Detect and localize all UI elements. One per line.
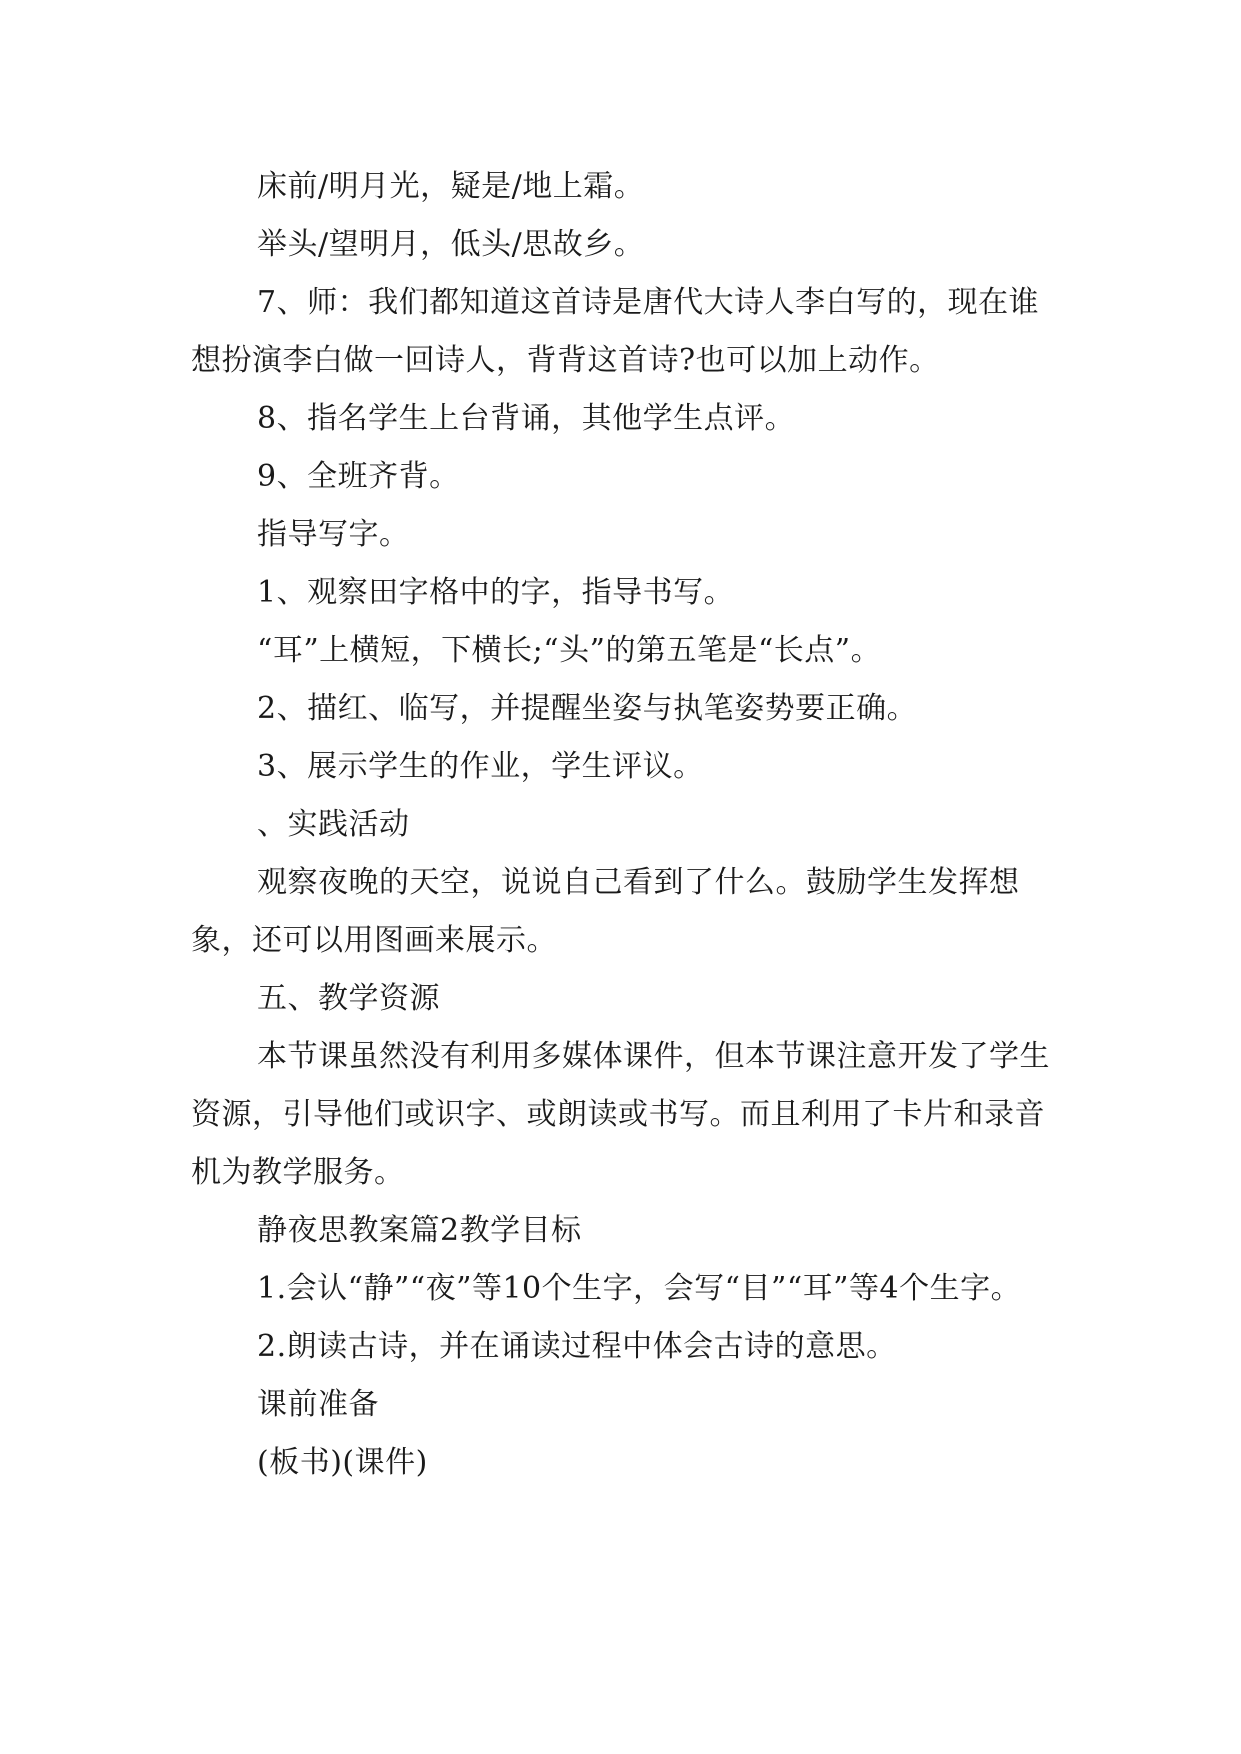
paragraph-preparation-items: (板书)(课件) — [257, 1445, 428, 1480]
paragraph-resources-body: 本节课虽然没有利用多媒体课件，但本节课注意开发了学生资源，引导他们或识字、或朗读或书写。而且利用了卡片和录音机为教学服务。 — [191, 1039, 1050, 1190]
paragraph-lesson-2-heading: 静夜思教案篇2教学目标 — [257, 1213, 582, 1248]
paragraph-practice-heading: 、实践活动 — [257, 807, 410, 842]
document-body — [191, 158, 1053, 1492]
paragraph-writing-guidance-heading: 指导写字。 — [257, 517, 410, 552]
paragraph-writing-step-1: 1、观察田字格中的字，指导书写。 — [257, 575, 735, 610]
paragraph-preparation-heading: 课前准备 — [257, 1387, 379, 1422]
paragraph-practice-body: 观察夜晚的天空，说说自己看到了什么。鼓励学生发挥想象，还可以用图画来展示。 — [191, 865, 1020, 958]
paragraph-stroke-note: “耳”上横短，下横长;“头”的第五笔是“长点”。 — [257, 633, 882, 668]
paragraph-step-9: 9、全班齐背。 — [257, 459, 460, 494]
paragraph-goal-1: 1.会认“静”“夜”等10个生字，会写“目”“耳”等4个生字。 — [257, 1271, 1022, 1306]
paragraph-poem-line-1: 床前/明月光，疑是/地上霜。 — [257, 169, 645, 204]
paragraph-writing-step-3: 3、展示学生的作业，学生评议。 — [257, 749, 704, 784]
paragraph-step-8: 8、指名学生上台背诵，其他学生点评。 — [257, 401, 796, 436]
paragraph-goal-2: 2.朗读古诗，并在诵读过程中体会古诗的意思。 — [257, 1329, 897, 1364]
paragraph-poem-line-2: 举头/望明月，低头/思故乡。 — [257, 227, 645, 262]
paragraph-resources-heading: 五、教学资源 — [257, 981, 440, 1016]
paragraph-writing-step-2: 2、描红、临写，并提醒坐姿与执笔姿势要正确。 — [257, 691, 918, 726]
paragraph-step-7: 7、师：我们都知道这首诗是唐代大诗人李白写的，现在谁想扮演李白做一回诗人，背背这首诗?也可以加上动作。 — [191, 285, 1040, 378]
